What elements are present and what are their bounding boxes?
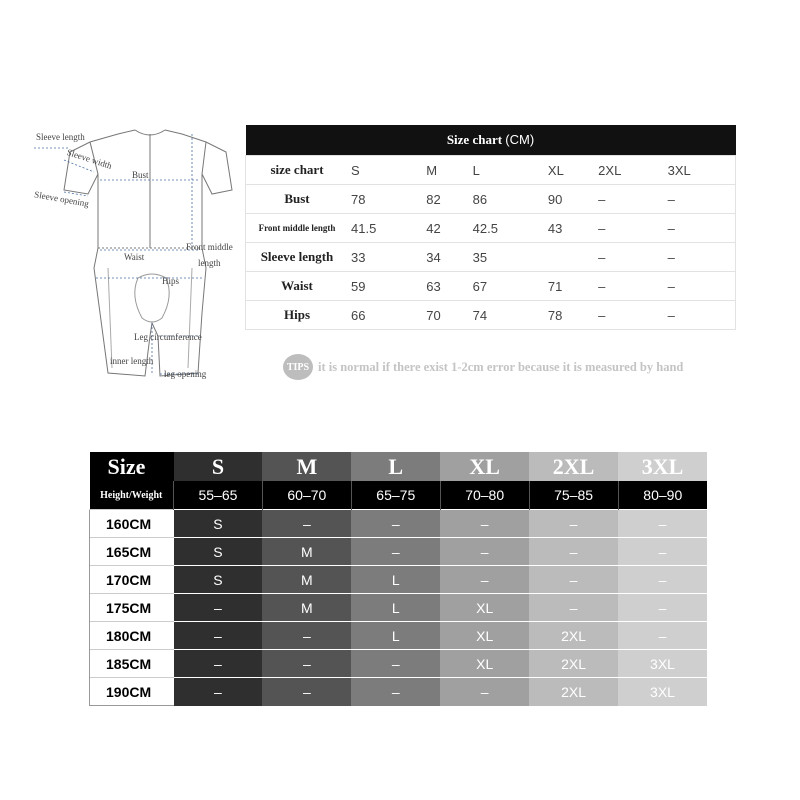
size-header: L xyxy=(470,156,545,185)
garment-diagram xyxy=(30,118,240,388)
table-cell: – xyxy=(174,650,263,678)
size-chart-header-label: size chart xyxy=(246,156,349,185)
label-front-middle-length: Front middle xyxy=(186,242,233,252)
table-cell: – xyxy=(618,594,707,622)
table-cell: – xyxy=(262,622,351,650)
height-label: 165CM xyxy=(90,538,174,566)
table-cell: – xyxy=(174,622,263,650)
size-header: XL xyxy=(440,452,529,481)
table-cell: – xyxy=(440,510,529,538)
table-cell: 43 xyxy=(545,214,595,243)
table-cell: – xyxy=(440,566,529,594)
table-cell: – xyxy=(595,243,664,272)
table-row xyxy=(246,243,736,272)
table-cell: – xyxy=(595,185,664,214)
table-cell: – xyxy=(529,594,618,622)
height-label: 180CM xyxy=(90,622,174,650)
table-cell: – xyxy=(529,538,618,566)
table-cell: 78 xyxy=(348,185,423,214)
table-cell: 82 xyxy=(423,185,469,214)
row-label: Bust xyxy=(246,185,349,214)
size-header-row xyxy=(90,452,708,481)
table-cell: – xyxy=(595,301,664,330)
table-cell: 71 xyxy=(545,272,595,301)
table-cell: – xyxy=(665,214,736,243)
table-cell: 34 xyxy=(423,243,469,272)
table-cell: – xyxy=(262,650,351,678)
table-cell: L xyxy=(351,622,440,650)
table-cell: – xyxy=(665,272,736,301)
table-cell: S xyxy=(174,510,263,538)
table-row xyxy=(246,301,736,330)
table-cell: S xyxy=(174,566,263,594)
table-cell: 66 xyxy=(348,301,423,330)
table-cell xyxy=(545,243,595,272)
table-cell: XL xyxy=(440,594,529,622)
table-cell: L xyxy=(351,594,440,622)
table-cell: 90 xyxy=(545,185,595,214)
table-cell: – xyxy=(351,678,440,706)
size-header: 3XL xyxy=(618,452,707,481)
height-label: 175CM xyxy=(90,594,174,622)
label-bust: Bust xyxy=(132,170,149,180)
tips-note xyxy=(283,354,683,380)
table-cell: – xyxy=(595,214,664,243)
table-cell: 41.5 xyxy=(348,214,423,243)
weight-header-row xyxy=(90,481,708,510)
table-cell: 35 xyxy=(470,243,545,272)
height-label: 170CM xyxy=(90,566,174,594)
table-cell: – xyxy=(595,272,664,301)
size-chart-header-row xyxy=(246,156,736,185)
label-sleeve-width: Sleeve width xyxy=(65,147,114,171)
label-hips: Hips xyxy=(162,276,180,286)
table-cell: 74 xyxy=(470,301,545,330)
label-leg-circumference: Leg circumference xyxy=(134,332,202,342)
table-cell: 67 xyxy=(470,272,545,301)
table-cell: 2XL xyxy=(529,678,618,706)
table-cell: 2XL xyxy=(529,650,618,678)
table-row xyxy=(246,214,736,243)
size-header: L xyxy=(351,452,440,481)
table-cell: – xyxy=(262,678,351,706)
table-row xyxy=(90,566,708,594)
size-header: S xyxy=(348,156,423,185)
size-header: M xyxy=(262,452,351,481)
height-weight-table xyxy=(89,452,707,706)
table-cell: 78 xyxy=(545,301,595,330)
table-row xyxy=(90,650,708,678)
size-header: S xyxy=(174,452,263,481)
height-label: 190CM xyxy=(90,678,174,706)
size-header: XL xyxy=(545,156,595,185)
table-cell: S xyxy=(174,538,263,566)
size-header: 2XL xyxy=(595,156,664,185)
label-front-middle-length-2: length xyxy=(198,258,221,268)
size-chart-title-main: Size chart xyxy=(446,132,503,147)
table-cell: – xyxy=(529,566,618,594)
table-row xyxy=(246,272,736,301)
table-row xyxy=(90,510,708,538)
table-cell: – xyxy=(665,243,736,272)
table-cell: 86 xyxy=(470,185,545,214)
size-label: Size xyxy=(90,452,174,481)
size-chart-title xyxy=(246,125,736,156)
table-row xyxy=(90,594,708,622)
label-inner-length: inner length xyxy=(110,356,154,366)
label-sleeve-opening: Sleeve opening xyxy=(33,189,90,209)
label-waist: Waist xyxy=(124,252,145,262)
table-cell: 70 xyxy=(423,301,469,330)
table-cell: XL xyxy=(440,622,529,650)
table-cell: – xyxy=(529,510,618,538)
row-label: Sleeve length xyxy=(246,243,349,272)
size-header: M xyxy=(423,156,469,185)
table-cell: 42 xyxy=(423,214,469,243)
table-cell: – xyxy=(351,538,440,566)
table-row xyxy=(246,185,736,214)
table-cell: 3XL xyxy=(618,650,707,678)
table-cell: – xyxy=(618,510,707,538)
table-cell: – xyxy=(262,510,351,538)
table-cell: – xyxy=(174,678,263,706)
row-label: Front middle length xyxy=(246,214,349,243)
table-cell: 2XL xyxy=(529,622,618,650)
table-row xyxy=(90,678,708,706)
size-header: 3XL xyxy=(665,156,736,185)
table-cell: 42.5 xyxy=(470,214,545,243)
size-header: 2XL xyxy=(529,452,618,481)
size-chart-table xyxy=(245,125,736,330)
table-cell: – xyxy=(665,301,736,330)
weight-range: 60–70 xyxy=(262,481,351,510)
table-cell: 63 xyxy=(423,272,469,301)
weight-range: 55–65 xyxy=(174,481,263,510)
height-label: 185CM xyxy=(90,650,174,678)
weight-range: 80–90 xyxy=(618,481,707,510)
table-cell: L xyxy=(351,566,440,594)
tips-text: it is normal if there exist 1-2cm error because it is measured by hand xyxy=(318,359,684,374)
weight-range: 75–85 xyxy=(529,481,618,510)
size-chart-title-unit: (CM) xyxy=(505,132,535,147)
table-cell: – xyxy=(665,185,736,214)
table-cell: 59 xyxy=(348,272,423,301)
label-sleeve-length: Sleeve length xyxy=(36,132,85,142)
table-cell: – xyxy=(351,650,440,678)
row-label: Waist xyxy=(246,272,349,301)
table-cell: – xyxy=(351,510,440,538)
table-cell: M xyxy=(262,566,351,594)
table-row xyxy=(90,622,708,650)
table-cell: – xyxy=(618,622,707,650)
height-weight-label: Height/Weight xyxy=(90,481,174,510)
table-cell: XL xyxy=(440,650,529,678)
row-label: Hips xyxy=(246,301,349,330)
table-cell: M xyxy=(262,594,351,622)
table-cell: 33 xyxy=(348,243,423,272)
table-cell: – xyxy=(618,566,707,594)
table-cell: – xyxy=(440,678,529,706)
table-cell: – xyxy=(174,594,263,622)
table-cell: – xyxy=(440,538,529,566)
weight-range: 65–75 xyxy=(351,481,440,510)
label-leg-opening: leg opening xyxy=(164,369,207,379)
height-label: 160CM xyxy=(90,510,174,538)
table-row xyxy=(90,538,708,566)
weight-range: 70–80 xyxy=(440,481,529,510)
table-cell: – xyxy=(618,538,707,566)
table-cell: 3XL xyxy=(618,678,707,706)
tips-icon: TIPS xyxy=(283,354,313,380)
table-cell: M xyxy=(262,538,351,566)
